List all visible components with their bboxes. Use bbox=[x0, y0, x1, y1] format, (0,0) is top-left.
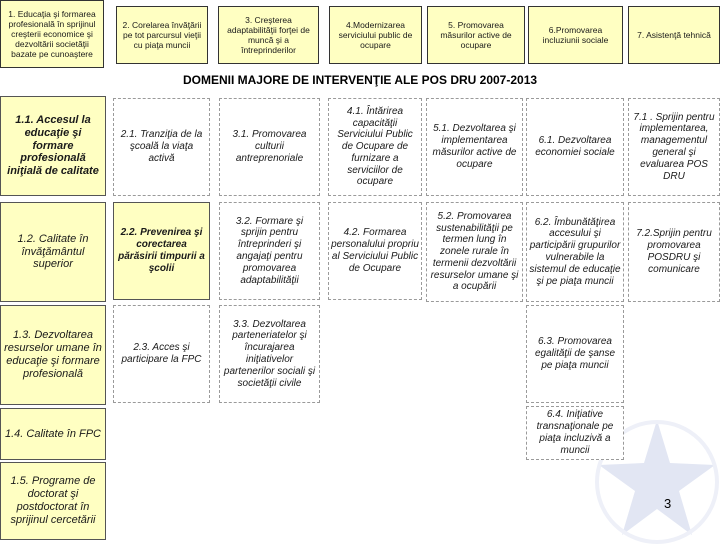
intervention-1-4 bbox=[0, 408, 106, 460]
intervention-1-5-label: 1.5. Programe de doctorat şi postdoctorat în sprijinul cercetării bbox=[10, 475, 96, 526]
intervention-6-4 bbox=[526, 406, 624, 460]
header-axis-6-label: 6.Promovarea incluziunii sociale bbox=[542, 24, 609, 45]
header-axis-3-label: 3. Creşterea adaptabilităţii forţei de muncă şi a întreprinderilor bbox=[227, 14, 310, 56]
header-axis-3 bbox=[218, 6, 319, 64]
intervention-3-3-label: 3.3. Dezvoltarea parteneriatelor şi încurajarea iniţiativelor partenerilor sociali şi societăţii civile bbox=[223, 318, 316, 389]
intervention-1-5 bbox=[0, 462, 106, 540]
intervention-1-4-label: 1.4. Calitate în FPC bbox=[5, 427, 101, 440]
intervention-3-1-label: 3.1. Promovarea culturii antreprenoriale bbox=[232, 129, 307, 164]
intervention-2-3-label: 2.3. Acces şi participare la FPC bbox=[121, 342, 202, 365]
intervention-3-3 bbox=[219, 305, 320, 403]
intervention-1-2 bbox=[0, 202, 106, 302]
header-axis-7-label: 7. Asistenţă tehnică bbox=[637, 29, 711, 40]
intervention-6-1 bbox=[526, 98, 624, 196]
intervention-3-2 bbox=[219, 202, 320, 300]
intervention-6-2-label: 6.2. Îmbunătăţirea accesului şi participării grupurilor vulnerabile la sistemul de educaţie şi pe piaţa muncii bbox=[529, 216, 621, 287]
intervention-6-3-label: 6.3. Promovarea egalităţii de şanse pe piaţa muncii bbox=[534, 336, 616, 371]
intervention-2-1 bbox=[113, 98, 210, 196]
intervention-2-2 bbox=[113, 202, 210, 300]
intervention-4-2 bbox=[328, 202, 422, 300]
intervention-5-2-label: 5.2. Promovarea sustenabilităţii pe termen lung în zonele rurale în termenii dezvoltării resurselor umane şi a ocupării bbox=[430, 210, 519, 293]
intervention-4-1-label: 4.1. Întărirea capacităţii Serviciului Public de Ocupare de furnizare a serviciilor de ocupare bbox=[337, 105, 413, 188]
header-axis-5-label: 5. Promovarea măsurilor active de ocupare bbox=[440, 19, 512, 50]
header-axis-1 bbox=[0, 0, 104, 68]
header-axis-1-label: 1. Educaţia şi formarea profesională în sprijinul creşterii economice şi dezvoltării societăţii bazate pe cunoaştere bbox=[8, 8, 96, 60]
header-axis-7 bbox=[628, 6, 720, 64]
intervention-1-1-label: 1.1. Accesul la educaţie şi formare profesională iniţială de calitate bbox=[7, 113, 99, 178]
intervention-1-1 bbox=[0, 96, 106, 196]
diagram-title: DOMENII MAJORE DE INTERVENŢIE ALE POS DRU 2007-2013 bbox=[182, 73, 538, 87]
intervention-2-3 bbox=[113, 305, 210, 403]
intervention-7-1-label: 7.1 . Sprijin pentru implementarea, managementul general şi evaluarea POS DRU bbox=[633, 111, 715, 182]
intervention-4-2-label: 4.2. Formarea personalului propriu al Serviciului Public de Ocupare bbox=[331, 227, 419, 274]
header-axis-2 bbox=[116, 6, 208, 64]
intervention-7-2-label: 7.2.Sprijin pentru promovarea POSDRU şi comunicare bbox=[636, 228, 712, 275]
header-axis-2-label: 2. Corelarea învăţării pe tot parcursul vieţii cu piaţa muncii bbox=[122, 19, 202, 50]
intervention-3-2-label: 3.2. Formare şi sprijin pentru întreprinderi şi angajaţi pentru promovarea adaptabilităţii bbox=[235, 215, 304, 286]
intervention-5-1 bbox=[426, 98, 523, 196]
intervention-1-3-label: 1.3. Dezvoltarea resurselor umane în educaţie şi formare profesională bbox=[4, 329, 102, 380]
intervention-6-1-label: 6.1. Dezvoltarea economiei sociale bbox=[535, 135, 615, 158]
intervention-7-1 bbox=[628, 98, 720, 196]
intervention-6-2 bbox=[526, 202, 624, 302]
intervention-7-2 bbox=[628, 202, 720, 302]
header-axis-4-label: 4.Modernizarea serviciului public de ocupare bbox=[338, 19, 413, 50]
header-axis-5 bbox=[427, 6, 525, 64]
intervention-2-1-label: 2.1. Tranziţia de la şcoală la viaţa activă bbox=[120, 129, 203, 164]
intervention-4-1 bbox=[328, 98, 422, 196]
intervention-5-2 bbox=[426, 202, 523, 302]
page-number: 3 bbox=[664, 496, 672, 511]
intervention-1-2-label: 1.2. Calitate în învăţământul superior bbox=[17, 232, 89, 271]
header-axis-6 bbox=[528, 6, 623, 64]
intervention-1-3 bbox=[0, 305, 106, 405]
header-axis-4 bbox=[329, 6, 422, 64]
intervention-5-1-label: 5.1. Dezvoltarea şi implementarea măsurilor active de ocupare bbox=[432, 123, 517, 170]
intervention-3-1 bbox=[219, 98, 320, 196]
intervention-6-3 bbox=[526, 305, 624, 403]
intervention-2-2-label: 2.2. Prevenirea şi corectarea părăsirii timpurii a şcolii bbox=[118, 227, 205, 274]
intervention-6-4-label: 6.4. Iniţiative transnaţionale pe piaţa incluzivă a muncii bbox=[536, 409, 614, 456]
